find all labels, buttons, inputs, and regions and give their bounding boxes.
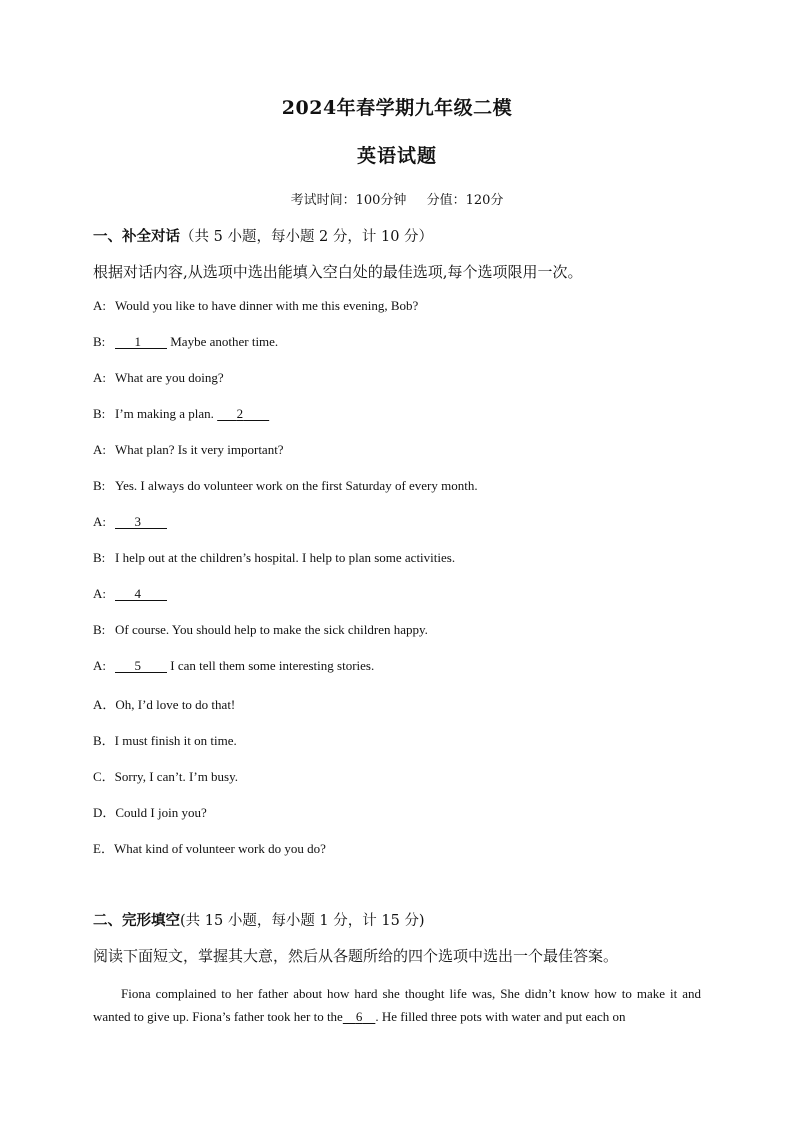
dialogue-text: Yes. I always do volunteer work on the first Saturday of every month. [115,478,478,493]
speaker-label: A: [93,442,106,457]
option-item [93,838,326,857]
dialogue-line [93,406,269,422]
dialogue-line [93,334,278,350]
blank-number: 1 [134,334,141,349]
section2-instruction: 阅读下面短文，掌握其大意，然后从各题所给的四个选项中选出一个最佳答案。 [93,947,619,965]
speaker-label: A: [93,370,106,385]
exam-score: 分值：120分 [426,193,504,208]
answer-blank[interactable] [115,334,167,350]
dialogue-text: I can tell them some interesting stories. [170,658,375,673]
option-letter: C． [93,769,115,784]
option-letter: B． [93,733,115,748]
exam-subject: 英语试题 [356,145,437,167]
dialogue-text: I’m making a plan. [115,406,214,421]
blank-number: 2 [236,406,244,421]
blank-number: 5 [134,658,141,673]
section1-instruction: 根据对话内容,从选项中选出能填入空白处的最佳选项,每个选项限用一次。 [93,263,583,281]
option-text: Sorry, I can’t. I’m busy. [114,769,239,784]
option-text: I must finish it on time. [114,733,237,748]
cloze-passage [93,982,701,1028]
passage-blank: 6 [355,1009,363,1024]
speaker-label: B: [93,550,106,565]
speaker-label: B: [93,622,106,637]
option-item [93,694,235,713]
answer-blank[interactable] [217,406,269,422]
dialogue-line [93,442,284,458]
dialogue-line [93,622,428,638]
dialogue-text: What are you doing? [115,370,224,385]
dialogue-line [93,550,455,566]
option-item [93,766,238,785]
speaker-label: A: [93,658,106,673]
option-letter: D． [93,805,116,820]
dialogue-line [93,514,167,530]
option-item [93,802,207,821]
dialogue-line [93,586,167,602]
blank-number: 3 [134,514,141,529]
exam-time: 考试时间：100分钟 [290,193,407,208]
dialogue-text: Maybe another time. [170,334,279,349]
section1-heading [93,225,433,246]
section2-note: (共 15 小题，每小题 1 分，计 15 分) [180,913,425,929]
option-letter: A． [93,697,116,712]
passage-text-2: . He filled three pots with water and put each on [375,1009,626,1024]
dialogue-line [93,298,418,314]
section2-heading [93,909,425,930]
exam-title: 2024年春学期九年级二模 [281,97,513,119]
dialogue-text: Would you like to have dinner with me this evening, Bob? [115,298,419,313]
answer-blank[interactable] [115,658,167,674]
speaker-label: A: [93,586,106,601]
answer-blank[interactable] [115,514,167,530]
dialogue-line [93,370,224,386]
exam-meta [0,189,794,208]
section1-note: （共 5 小题，每小题 2 分，计 10 分） [180,229,434,245]
section1-title: 一、补全对话 [93,228,180,245]
speaker-label: A: [93,514,106,529]
option-letter: E． [93,841,114,856]
answer-blank[interactable] [115,586,167,602]
dialogue-line [93,658,374,674]
dialogue-text: What plan? Is it very important? [115,442,284,457]
dialogue-text: I help out at the children’s hospital. I help to plan some activities. [115,550,456,565]
section2-title: 二、完形填空 [93,912,180,929]
speaker-label: A: [93,298,106,313]
option-text: Oh, I’d love to do that! [115,697,236,712]
passage-text-1: Fiona complained to her father about how hard she thought life was, She didn’t know how to make it and wanted to give up. Fiona’s father took her to the [93,986,701,1024]
option-text: Could I join you? [115,805,207,820]
option-text: What kind of volunteer work do you do? [113,841,326,856]
blank-number: 4 [134,586,141,601]
dialogue-line [93,478,478,494]
speaker-label: B: [93,406,106,421]
speaker-label: B: [93,334,106,349]
dialogue-text: Of course. You should help to make the sick children happy. [115,622,428,637]
speaker-label: B: [93,478,106,493]
option-item [93,730,237,749]
